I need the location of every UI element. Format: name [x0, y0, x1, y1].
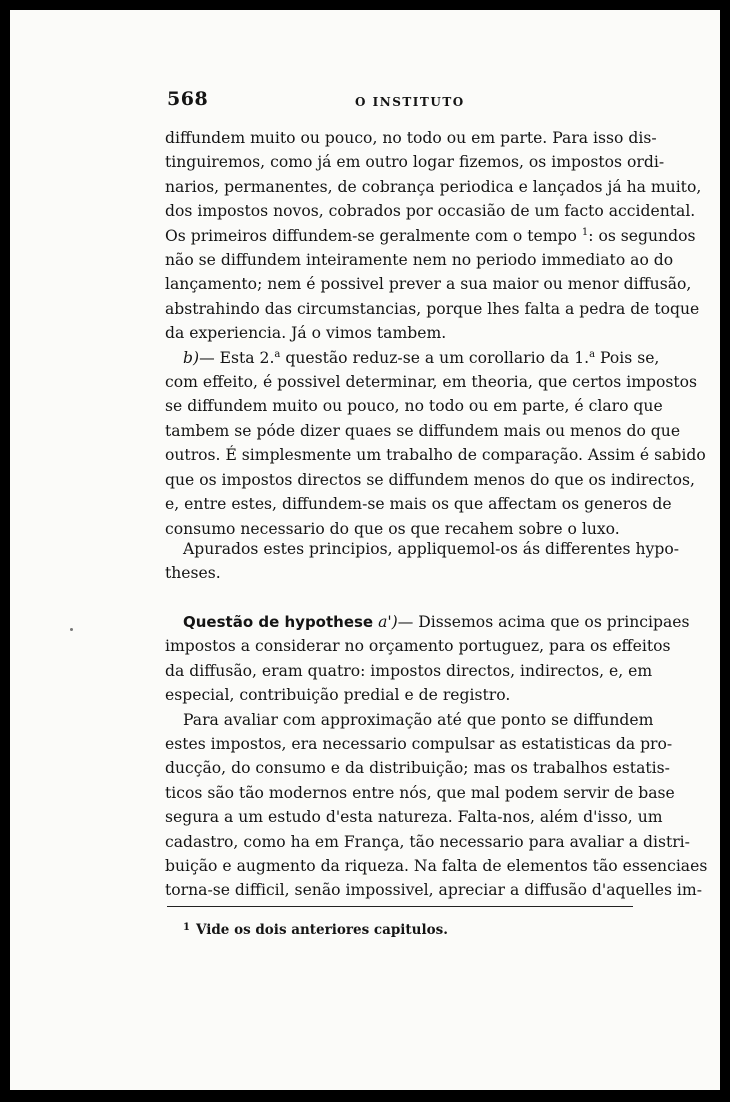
text-line: da diffusão, eram quatro: impostos directos, indirectos, e, em	[165, 661, 653, 680]
section-hypothese	[165, 610, 708, 903]
text-line: com effeito, é possivel determinar, em theoria, que certos impostos	[165, 373, 698, 392]
text-line: ticos são tão modernos entre nós, que mal podem servir de base	[165, 783, 675, 802]
text-line: estes impostos, era necessario compulsar as estatisticas da pro-	[165, 735, 673, 754]
text-line: narios, permanentes, de cobrança periodica e lançados já ha muito,	[165, 177, 702, 196]
text-segment: Pois se,	[595, 348, 660, 367]
text-segment: — Dissemos acima que os principaes	[397, 613, 690, 631]
text-segment: Os primeiros diffundem-se geralmente com o tempo	[165, 226, 577, 245]
text-line: da experiencia. Já o vimos tambem.	[165, 324, 447, 343]
text-line: dos impostos novos, cobrados por occasião de um facto accidental.	[165, 202, 696, 221]
text-line: torna-se difficil, senão impossivel, apreciar a diffusão d'aquelles im-	[165, 881, 702, 900]
paragraph-1	[165, 126, 702, 346]
page-number: 568	[167, 88, 209, 110]
footnote-reference: 1	[581, 226, 589, 238]
text-line: Para avaliar com approximação até que ponto se diffundem	[183, 710, 654, 729]
footnote-text: Vide os dois anteriores capitulos.	[195, 922, 448, 938]
text-line: que os impostos directos se diffundem menos do que os indirectos,	[165, 470, 695, 489]
text-line: impostos a considerar no orçamento portuguez, para os effeitos	[165, 637, 671, 656]
text-line: ducção, do consumo e da distribuição; mas os trabalhos estatis-	[165, 759, 670, 778]
text-line: e, entre estes, diffundem-se mais os que affectam os generos de	[165, 495, 672, 514]
ordinal-suffix: a	[274, 348, 281, 360]
section-paragraph	[165, 610, 690, 708]
text-line: especial, contribuição predial e de registro.	[165, 686, 511, 705]
text-line: outros. É simplesmente um trabalho de comparação. Assim é sabido	[165, 446, 706, 465]
paragraph-2	[165, 346, 706, 541]
text-line: buição e augmento da riqueza. Na falta de elementos tão essenciaes	[165, 857, 708, 876]
text-segment: — Esta 2.	[199, 348, 275, 367]
text-line: tinguiremos, como já em outro logar fizemos, os impostos ordi-	[165, 153, 665, 172]
text-line: abstrahindo das circumstancias, porque lhes falta a pedra de toque	[165, 299, 700, 318]
page-header	[167, 88, 633, 112]
text-line: Apurados estes principios, appliquemol-os ás differentes hypo-	[183, 540, 679, 558]
running-title: O INSTITUTO	[355, 95, 465, 109]
text-line: consumo necessario do que os que recahem sobre o luxo.	[165, 519, 620, 538]
paragraph-3	[165, 537, 679, 586]
text-line	[165, 610, 690, 634]
text-line	[165, 224, 696, 248]
text-line: segura a um estudo d'esta natureza. Falta-nos, além d'isso, um	[165, 808, 663, 827]
text-line: theses.	[165, 564, 221, 583]
section-heading: Questão de hypothese	[183, 613, 374, 631]
paragraph-4	[165, 708, 708, 903]
text-line: se diffundem muito ou pouco, no todo ou em parte, é claro que	[165, 397, 663, 416]
text-line	[165, 346, 660, 370]
footnote-mark: 1	[183, 922, 190, 933]
ordinal-suffix: a	[589, 348, 596, 360]
text-line: cadastro, como ha em França, tão necessario para avaliar a distri-	[165, 832, 690, 851]
scan-speck	[70, 628, 73, 631]
item-label: a')	[378, 613, 398, 631]
text-line: não se diffundem inteiramente nem no periodo immediato ao do	[165, 251, 674, 270]
footnote	[183, 922, 448, 938]
text-line: tambem se póde dizer quaes se diffundem mais ou menos do que	[165, 421, 681, 440]
item-label: b)	[183, 348, 200, 367]
footnote-divider	[167, 906, 633, 907]
text-segment: : os segundos	[588, 226, 696, 245]
text-block-1	[165, 126, 706, 541]
text-line: diffundem muito ou pouco, no todo ou em parte. Para isso dis-	[165, 129, 657, 147]
text-segment: questão reduz-se a um corollario da 1.	[280, 348, 590, 367]
text-line: lançamento; nem é possivel prever a sua maior ou menor diffusão,	[165, 275, 692, 294]
